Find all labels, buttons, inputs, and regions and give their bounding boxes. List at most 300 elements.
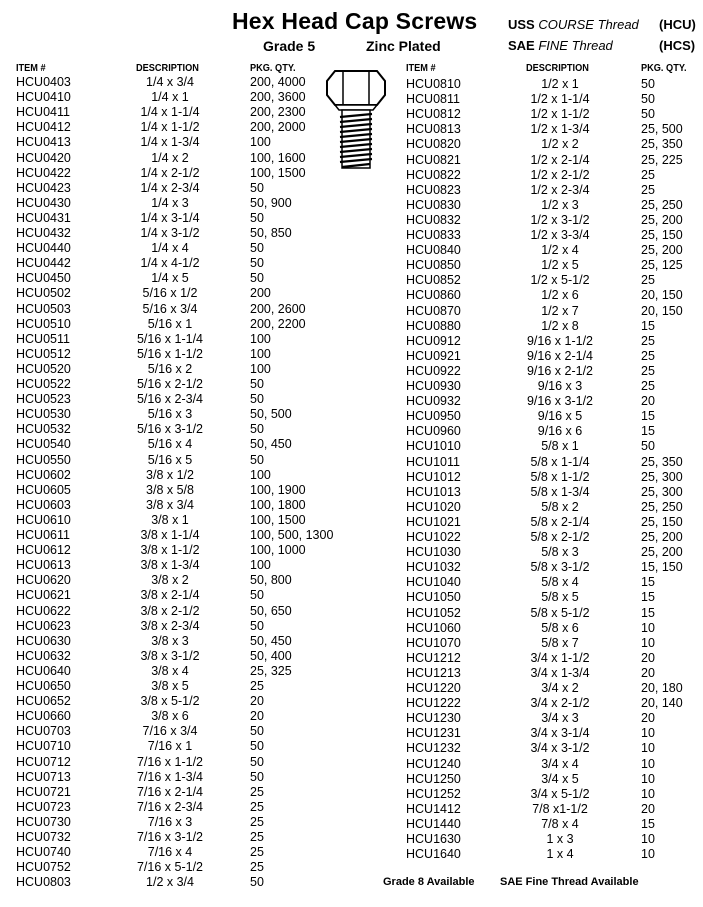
package-quantity: 20 (641, 650, 655, 665)
item-description: 1/2 x 7 (541, 303, 579, 318)
item-number: HCU0502 (16, 286, 71, 301)
item-number: HCU0602 (16, 467, 71, 482)
table-row (0, 832, 703, 847)
item-number: HCU1222 (406, 696, 461, 711)
table-row (0, 814, 703, 832)
item-description: 5/8 x 3-1/2 (530, 560, 590, 575)
item-number: HCU0512 (16, 346, 71, 361)
item-description: 5/16 x 1-1/4 (136, 331, 203, 346)
item-number: HCU0932 (406, 394, 461, 409)
item-description: 3/4 x 4 (541, 756, 579, 771)
item-number: HCU0740 (16, 845, 71, 860)
item-description: 1/4 x 1-1/4 (140, 105, 200, 120)
package-quantity: 25, 250 (641, 499, 683, 514)
table-row (0, 545, 703, 560)
table-row (0, 165, 703, 183)
table-row (0, 530, 703, 545)
item-number: HCU0960 (406, 424, 461, 439)
item-number: HCU1440 (406, 816, 461, 831)
item-description: 7/16 x 2-3/4 (136, 799, 203, 814)
item-description: 5/8 x 1-1/2 (530, 469, 590, 484)
package-quantity: 50 (250, 271, 264, 286)
package-quantity: 100 (250, 135, 271, 150)
package-quantity: 25, 200 (641, 530, 683, 544)
table-row (0, 180, 703, 198)
item-number: HCU1252 (406, 786, 461, 801)
item-description: 3/8 x 4 (151, 663, 189, 678)
item-description: 1/2 x 5 (541, 258, 579, 273)
package-quantity: 100, 1600 (250, 150, 306, 165)
item-description: 3/8 x 2-3/4 (140, 618, 200, 633)
table-row (0, 301, 703, 319)
item-description: 1/2 x 2-1/4 (530, 152, 590, 167)
package-quantity: 25 (641, 167, 655, 182)
item-description: 3/4 x 3-1/2 (530, 741, 590, 756)
item-description: 3/4 x 5 (541, 771, 579, 786)
package-quantity: 50 (250, 210, 264, 225)
item-description: 1/4 x 2-3/4 (140, 180, 200, 195)
table-row (0, 847, 703, 862)
table-row (0, 346, 703, 364)
item-number: HCU0650 (16, 679, 71, 693)
item-description: 5/16 x 4 (147, 437, 193, 452)
table-row (0, 195, 703, 213)
item-description: 1/4 x 4-1/2 (140, 256, 200, 271)
package-quantity: 25 (250, 679, 264, 693)
package-quantity: 15 (641, 590, 655, 605)
item-number: HCU0432 (16, 226, 71, 240)
item-number: HCU0840 (406, 243, 461, 258)
package-quantity: 20 (641, 394, 655, 409)
package-quantity: 10 (641, 635, 655, 650)
table-row (0, 799, 703, 817)
package-quantity: 20 (641, 665, 655, 680)
item-number: HCU0510 (16, 316, 71, 331)
package-quantity: 25 (641, 379, 655, 393)
table-row (0, 696, 703, 711)
right-header-description: DESCRIPTION (526, 63, 589, 74)
item-number: HCU0710 (16, 739, 71, 754)
item-number: HCU0511 (16, 331, 70, 346)
item-description: 1/4 x 3-1/2 (140, 226, 200, 240)
left-header-qty: PKG. QTY. (250, 63, 296, 74)
item-number: HCU1011 (406, 454, 460, 469)
item-description: 5/8 x 1-1/4 (530, 454, 590, 469)
uss-prefix: USS (508, 17, 535, 32)
item-number: HCU1250 (406, 771, 461, 786)
package-quantity: 20, 140 (641, 696, 683, 711)
item-description: 3/8 x 3-1/2 (140, 648, 200, 663)
uss-thread-label (508, 17, 639, 32)
item-description: 1/4 x 2-1/2 (140, 165, 200, 180)
item-number: HCU0732 (16, 830, 71, 844)
item-description: 3/8 x 2 (151, 573, 189, 588)
package-quantity: 50 (250, 452, 264, 467)
item-number: HCU1021 (406, 514, 461, 529)
item-number: HCU1070 (406, 635, 461, 650)
item-number: HCU1040 (406, 575, 461, 590)
package-quantity: 50 (641, 439, 655, 454)
table-row (0, 482, 703, 500)
item-description: 1/2 x 5-1/2 (530, 273, 590, 288)
package-quantity: 50 (250, 754, 264, 769)
package-quantity: 100, 1500 (250, 512, 306, 527)
item-number: HCU0403 (16, 75, 71, 89)
item-number: HCU0523 (16, 392, 71, 407)
item-description: 5/16 x 5 (147, 452, 193, 467)
table-row (0, 452, 703, 470)
package-quantity: 50, 450 (250, 633, 292, 648)
item-description: 3/4 x 1-1/2 (530, 650, 590, 665)
item-number: HCU0812 (406, 107, 461, 122)
item-description: 5/16 x 1/2 (142, 286, 198, 301)
item-number: HCU0450 (16, 271, 71, 286)
item-number: HCU1212 (406, 650, 461, 665)
package-quantity: 50, 400 (250, 648, 292, 663)
item-number: HCU0630 (16, 633, 71, 648)
item-number: HCU0813 (406, 122, 461, 137)
item-number: HCU0610 (16, 512, 71, 527)
package-quantity: 15 (641, 605, 655, 620)
item-number: HCU0540 (16, 437, 71, 452)
table-row (0, 439, 703, 454)
package-quantity: 200, 4000 (250, 75, 306, 89)
item-number: HCU0520 (16, 361, 71, 376)
item-description: 3/8 x 5-1/2 (140, 694, 200, 709)
package-quantity: 20, 180 (641, 681, 683, 695)
package-quantity: 50, 850 (250, 226, 292, 240)
package-quantity: 50, 650 (250, 603, 292, 618)
item-description: 1/4 x 3 (151, 195, 189, 210)
table-row (0, 394, 703, 409)
item-description: 7/16 x 1-3/4 (136, 769, 203, 784)
item-description: 3/8 x 1/2 (146, 467, 194, 482)
item-description: 5/16 x 2-1/2 (136, 377, 203, 391)
item-description: 5/8 x 2 (541, 499, 579, 514)
item-description: 1/2 x 3/4 (146, 875, 194, 890)
item-description: 5/16 x 3 (147, 407, 193, 422)
package-quantity: 25 (250, 830, 264, 844)
item-description: 3/4 x 3-1/4 (530, 726, 590, 741)
item-description: 5/16 x 3-1/2 (136, 422, 203, 437)
item-description: 3/8 x 1-3/4 (140, 558, 200, 573)
item-number: HCU0811 (406, 92, 460, 107)
item-description: 5/8 x 6 (541, 620, 579, 635)
package-quantity: 10 (641, 726, 655, 741)
item-number: HCU0423 (16, 180, 71, 195)
package-quantity: 50 (250, 875, 264, 890)
table-row (0, 618, 703, 636)
sae-thread-type: FINE Thread (538, 38, 613, 53)
item-number: HCU1032 (406, 560, 461, 575)
package-quantity: 15 (641, 424, 655, 439)
item-number: HCU0632 (16, 648, 71, 663)
package-quantity: 25, 200 (641, 212, 683, 227)
package-quantity: 100, 1900 (250, 482, 306, 497)
package-quantity: 50 (250, 392, 264, 407)
grade8-note: Grade 8 Available (383, 876, 475, 888)
item-description: 5/16 x 2-3/4 (136, 392, 203, 407)
table-row (0, 288, 703, 303)
page-title: Hex Head Cap Screws (232, 8, 478, 34)
item-number: HCU0730 (16, 814, 71, 829)
uss-code: (HCU) (659, 17, 696, 32)
table-row (0, 575, 703, 590)
package-quantity: 10 (641, 756, 655, 771)
uss-thread-type: COURSE Thread (538, 17, 639, 32)
item-description: 5/8 x 5-1/2 (530, 605, 590, 620)
item-number: HCU0612 (16, 543, 71, 558)
item-number: HCU0822 (406, 167, 461, 182)
item-number: HCU0950 (406, 409, 461, 424)
item-description: 1/2 x 1-1/2 (530, 107, 590, 122)
table-row (0, 741, 703, 756)
item-description: 5/8 x 5 (541, 590, 579, 605)
item-description: 1/4 x 1 (151, 90, 189, 105)
package-quantity: 100, 1800 (250, 497, 306, 512)
table-row (0, 137, 703, 152)
right-header-qty: PKG. QTY. (641, 63, 687, 74)
package-quantity: 25, 500 (641, 122, 683, 137)
item-number: HCU0922 (406, 363, 461, 378)
item-description: 9/16 x 2-1/4 (526, 348, 593, 363)
item-number: HCU0621 (16, 588, 71, 603)
item-description: 1/2 x 3-3/4 (530, 228, 590, 242)
item-description: 5/8 x 1 (541, 439, 579, 454)
item-description: 3/8 x 1-1/4 (140, 528, 200, 542)
item-description: 5/8 x 4 (541, 575, 579, 590)
package-quantity: 20 (641, 801, 655, 816)
item-number: HCU1220 (406, 681, 461, 695)
package-quantity: 25, 300 (641, 469, 683, 484)
item-number: HCU0605 (16, 482, 71, 497)
package-quantity: 10 (641, 786, 655, 801)
item-number: HCU0723 (16, 799, 71, 814)
table-row (0, 467, 703, 485)
item-number: HCU0880 (406, 318, 461, 333)
package-quantity: 25 (250, 860, 264, 875)
item-description: 3/8 x 1 (151, 512, 189, 527)
package-quantity: 25, 150 (641, 228, 683, 242)
table-row (0, 424, 703, 439)
item-description: 9/16 x 1-1/2 (526, 333, 593, 348)
package-quantity: 200, 2300 (250, 105, 306, 120)
package-quantity: 25 (641, 273, 655, 288)
table-row (0, 243, 703, 258)
item-description: 5/16 x 2 (147, 361, 193, 376)
sae-prefix: SAE (508, 38, 535, 53)
table-row (0, 711, 703, 726)
table-row (0, 860, 703, 875)
item-description: 5/16 x 1 (147, 316, 193, 331)
item-description: 1/4 x 1-3/4 (140, 135, 200, 150)
item-description: 3/8 x 2-1/4 (140, 588, 200, 603)
item-number: HCU0870 (406, 303, 461, 318)
package-quantity: 25 (641, 182, 655, 197)
item-description: 1/2 x 2-1/2 (530, 167, 590, 182)
item-number: HCU0852 (406, 273, 461, 288)
item-description: 9/16 x 3 (537, 379, 583, 393)
table-row (0, 228, 703, 243)
item-description: 1 x 4 (546, 847, 574, 862)
table-row (0, 150, 703, 168)
package-quantity: 10 (641, 741, 655, 756)
package-quantity: 20, 150 (641, 303, 683, 318)
table-row (0, 316, 703, 334)
table-row (0, 379, 703, 394)
item-number: HCU0413 (16, 135, 71, 150)
package-quantity: 50 (250, 422, 264, 437)
item-number: HCU0930 (406, 379, 461, 393)
item-description: 7/16 x 5-1/2 (136, 860, 203, 875)
item-number: HCU0912 (406, 333, 461, 348)
item-description: 3/4 x 5-1/2 (530, 786, 590, 801)
item-description: 3/8 x 3/4 (146, 497, 194, 512)
item-description: 1 x 3 (546, 832, 574, 846)
item-number: HCU1052 (406, 605, 461, 620)
item-description: 3/8 x 5/8 (146, 482, 194, 497)
item-number: HCU0833 (406, 228, 461, 242)
package-quantity: 100 (250, 361, 271, 376)
item-number: HCU0613 (16, 558, 71, 573)
item-number: HCU0713 (16, 769, 71, 784)
item-number: HCU0422 (16, 165, 71, 180)
package-quantity: 100 (250, 467, 271, 482)
package-quantity: 10 (641, 771, 655, 786)
package-quantity: 50, 800 (250, 573, 292, 588)
item-description: 1/2 x 4 (541, 243, 579, 258)
item-description: 7/16 x 4 (147, 845, 193, 860)
package-quantity: 50 (250, 724, 264, 739)
package-quantity: 200, 2600 (250, 301, 306, 316)
package-quantity: 50, 900 (250, 195, 292, 210)
item-number: HCU1020 (406, 499, 461, 514)
package-quantity: 20 (250, 694, 264, 709)
item-number: HCU1213 (406, 665, 461, 680)
package-quantity: 50 (250, 618, 264, 633)
table-row (0, 273, 703, 288)
item-description: 1/2 x 1 (541, 77, 579, 91)
package-quantity: 25, 325 (250, 663, 292, 678)
package-quantity: 50 (641, 92, 655, 107)
table-row (0, 769, 703, 787)
item-description: 9/16 x 2-1/2 (526, 363, 593, 378)
item-number: HCU0522 (16, 377, 71, 391)
package-quantity: 20 (250, 709, 264, 724)
package-quantity: 25 (250, 799, 264, 814)
package-quantity: 10 (641, 620, 655, 635)
table-row (0, 681, 703, 696)
table-row (0, 409, 703, 424)
package-quantity: 15, 150 (641, 560, 683, 575)
item-number: HCU1010 (406, 439, 461, 454)
item-number: HCU0832 (406, 212, 461, 227)
item-description: 1/4 x 1-1/2 (140, 120, 200, 135)
package-quantity: 15 (641, 318, 655, 333)
item-number: HCU0603 (16, 497, 71, 512)
item-description: 7/8 x1-1/2 (532, 801, 588, 816)
item-description: 5/16 x 3/4 (142, 301, 198, 316)
item-number: HCU0550 (16, 452, 71, 467)
item-description: 1/2 x 2-3/4 (530, 182, 590, 197)
item-number: HCU0640 (16, 663, 71, 678)
package-quantity: 100 (250, 558, 271, 573)
package-quantity: 100, 500, 1300 (250, 528, 334, 542)
item-number: HCU0532 (16, 422, 71, 437)
item-description: 1/2 x 8 (541, 318, 579, 333)
item-description: 7/16 x 3-1/2 (136, 830, 203, 844)
package-quantity: 100 (250, 331, 271, 346)
package-quantity: 100, 1000 (250, 543, 306, 558)
table-row (0, 77, 703, 92)
item-description: 3/4 x 2 (541, 681, 579, 695)
item-number: HCU0823 (406, 182, 461, 197)
item-number: HCU0622 (16, 603, 71, 618)
left-header-item: ITEM # (16, 63, 46, 74)
table-row (0, 648, 703, 666)
sae-note: SAE Fine Thread Available (500, 876, 639, 888)
item-description: 7/16 x 2-1/4 (136, 784, 203, 799)
item-number: HCU0652 (16, 694, 71, 709)
item-description: 1/4 x 3/4 (146, 75, 194, 89)
item-number: HCU0412 (16, 120, 71, 135)
package-quantity: 25 (250, 784, 264, 799)
package-quantity: 25 (250, 845, 264, 860)
package-quantity: 200, 3600 (250, 90, 306, 105)
item-description: 1/4 x 5 (151, 271, 189, 286)
item-number: HCU0623 (16, 618, 71, 633)
package-quantity: 15 (641, 816, 655, 831)
item-description: 3/4 x 2-1/2 (530, 696, 590, 711)
item-number: HCU1231 (406, 726, 461, 741)
item-number: HCU0860 (406, 288, 461, 303)
package-quantity: 10 (641, 847, 655, 862)
item-number: HCU0850 (406, 258, 461, 273)
item-description: 1/4 x 2 (151, 150, 189, 165)
item-description: 5/8 x 7 (541, 635, 579, 650)
item-description: 9/16 x 5 (537, 409, 583, 424)
item-number: HCU1022 (406, 530, 461, 544)
item-number: HCU0430 (16, 195, 71, 210)
package-quantity: 15 (641, 575, 655, 590)
item-number: HCU0611 (16, 528, 70, 542)
item-description: 1/2 x 3-1/2 (530, 212, 590, 227)
item-description: 1/2 x 1-3/4 (530, 122, 590, 137)
table-row (0, 122, 703, 137)
item-description: 1/2 x 1-1/4 (530, 92, 590, 107)
package-quantity: 50 (250, 588, 264, 603)
item-number: HCU0620 (16, 573, 71, 588)
package-quantity: 25, 350 (641, 137, 683, 152)
item-number: HCU0660 (16, 709, 71, 724)
item-number: HCU1013 (406, 484, 461, 499)
table-row (0, 560, 703, 575)
table-row (0, 512, 703, 530)
table-row (0, 210, 703, 228)
package-quantity: 50 (250, 180, 264, 195)
item-description: 3/8 x 2-1/2 (140, 603, 200, 618)
item-number: HCU1050 (406, 590, 461, 605)
package-quantity: 100, 1500 (250, 165, 306, 180)
package-quantity: 25 (641, 333, 655, 348)
table-row (0, 590, 703, 605)
table-row (0, 754, 703, 772)
item-number: HCU0830 (406, 197, 461, 212)
item-number: HCU0442 (16, 256, 71, 271)
package-quantity: 200, 2000 (250, 120, 306, 135)
item-description: 5/8 x 1-3/4 (530, 484, 590, 499)
package-quantity: 200, 2200 (250, 316, 306, 331)
